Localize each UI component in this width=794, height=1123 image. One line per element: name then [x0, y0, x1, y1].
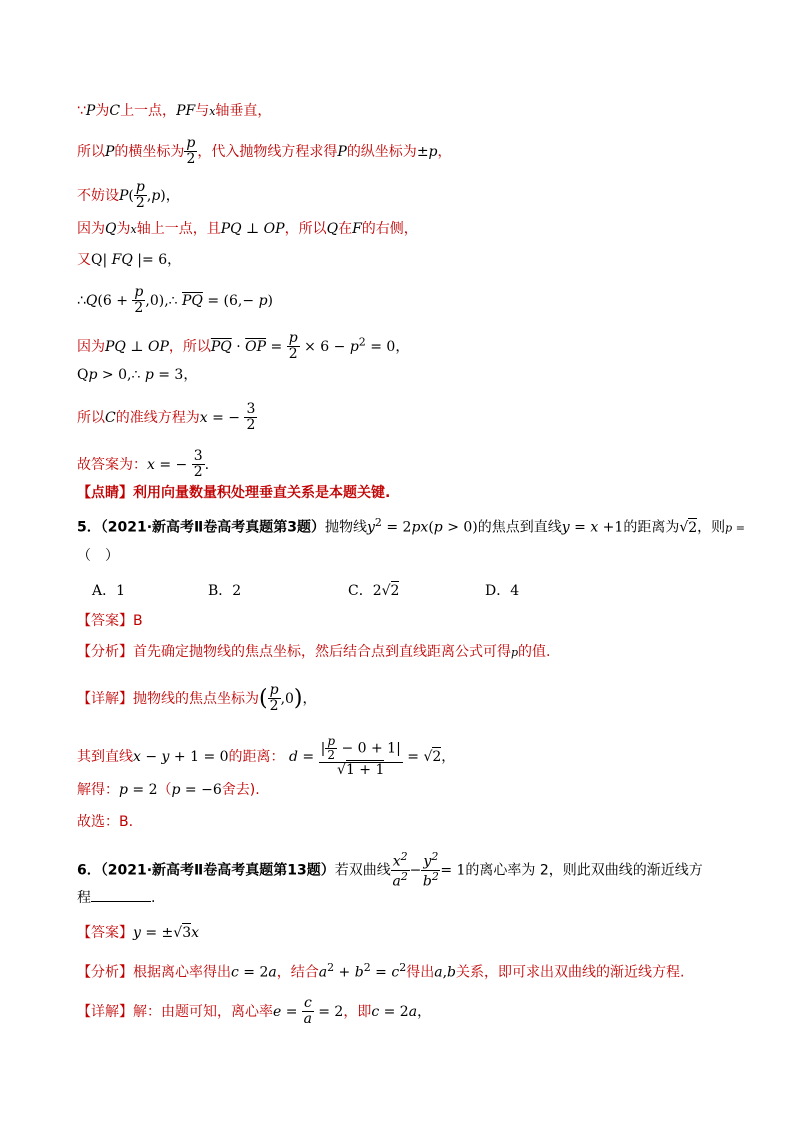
- question-source: （2021·新高考Ⅱ卷高考真题第13题）: [100, 862, 335, 879]
- q4-line-1: [77, 104, 271, 118]
- q4-line-8: Qp > 0,∴ p = 3，: [77, 367, 198, 383]
- frac-x2-a2: $\frac{x^2}{a^2}$: [392, 850, 408, 890]
- text: 得出: [406, 964, 435, 981]
- math-x: x: [130, 223, 137, 236]
- text: ，: [417, 1003, 432, 1020]
- tag: 【详解】: [77, 690, 133, 707]
- math-pm-p: ±p: [416, 143, 438, 160]
- text: .: [151, 890, 156, 906]
- tag: 【详解】: [77, 1003, 133, 1020]
- frac-3-over-2: $\frac{3}{2}$: [193, 448, 203, 481]
- q4-dianjing: [77, 486, 390, 500]
- tag: 【分析】: [77, 644, 133, 660]
- therefore-symbol: ∴: [77, 292, 86, 309]
- text: 解：由题可知，离心率: [133, 1003, 273, 1020]
- q5-option-b: B．2: [208, 583, 242, 599]
- text: 的值.: [518, 644, 551, 660]
- text: 故选：B.: [77, 814, 134, 830]
- frac-3-over-2: $\frac{3}{2}$: [246, 401, 256, 434]
- because-symbol: ∵: [77, 103, 86, 119]
- text: 因为: [77, 338, 105, 355]
- q4-line-5: 又Q| FQ |= 6，: [77, 252, 182, 268]
- math-C: C: [109, 103, 121, 119]
- math-Q: Q: [326, 221, 339, 237]
- text: 故答案为：: [77, 456, 147, 473]
- text: 的距离：: [228, 748, 285, 765]
- math-P: P: [337, 143, 347, 160]
- text: ，则: [697, 519, 726, 536]
- q5-distance: 其到直线x − y + 1 = 0的距离： d = | $\frac{p}{2}$ − 0 + 1| √1 + 1 = √2，: [77, 734, 456, 779]
- text: 抛物线: [325, 519, 367, 536]
- q6-stem-line-2: [77, 889, 155, 905]
- frac-y2-b2: $\frac{y^2}{b^2}$: [422, 850, 439, 890]
- text: 的横坐标为: [114, 143, 185, 160]
- text: 的离心率为 2，则此双曲线的渐近线方: [465, 862, 703, 879]
- text: ，所以: [284, 221, 327, 237]
- math-F: F: [352, 221, 362, 237]
- text: ，所以: [168, 338, 211, 355]
- text: 在: [338, 221, 353, 237]
- text: 舍去).: [221, 782, 260, 798]
- text: 根据离心率得出: [133, 964, 231, 981]
- question-source: （2021·新高考Ⅱ卷高考真题第3题）: [100, 519, 325, 536]
- text: 其到直线: [77, 748, 133, 765]
- q6-stem: 6．（2021·新高考Ⅱ卷高考真题第13题）若双曲线 $\frac{x^2}{a^2}$ − $\frac{y^2}{b^2}$ = 1的离心率为 2，则此双曲线的渐近线方: [77, 850, 703, 890]
- text: 解得：: [77, 782, 119, 798]
- q4-line-2: [77, 136, 452, 168]
- q5-bracket: [77, 549, 119, 563]
- text: 为: [116, 221, 131, 237]
- text: 上一点，: [120, 103, 177, 119]
- text: 轴垂直，: [215, 103, 272, 119]
- text: 的焦点到直线: [477, 519, 562, 536]
- text: 又: [77, 252, 91, 268]
- text: ，即: [343, 1003, 372, 1020]
- text: 程: [77, 890, 91, 906]
- q5-option-d: D．4: [485, 583, 520, 599]
- q5-option-c: C．2√2: [348, 583, 400, 599]
- q5-analysis: 【分析】首先确定抛物线的焦点坐标，然后结合点到直线距离公式可得p的值.: [77, 644, 551, 660]
- text: 若双曲线: [334, 862, 391, 879]
- text: 的右侧，: [361, 221, 418, 237]
- frac-p-over-2: $\frac{p}{2}$: [288, 330, 298, 363]
- q6-detail: 【详解】解：由题可知，离心率e = $\frac{c}{a}$ = 2，即c = 2a，: [77, 995, 432, 1028]
- text: 不妨设: [77, 187, 119, 204]
- math-PF: PF: [176, 103, 196, 119]
- q4-line-10: 故答案为：x = − $\frac{3}{2}$ .: [77, 448, 210, 481]
- math-P: P: [85, 103, 96, 119]
- text: （: [157, 782, 172, 798]
- answer-value: B: [133, 613, 143, 629]
- text: 与: [195, 103, 210, 119]
- tag: 【分析】: [77, 964, 133, 981]
- text: ，: [302, 690, 317, 707]
- q4-line-4: [77, 222, 418, 236]
- q6-answer: 【答案】y = ±√3x: [77, 925, 200, 941]
- question-number: 5．: [77, 519, 101, 536]
- text: ，结合: [276, 964, 319, 981]
- text: ，代入抛物线方程求得: [197, 143, 338, 160]
- text: ，: [437, 143, 452, 160]
- text: 因为: [77, 221, 105, 237]
- q5-detail: 【详解】抛物线的焦点坐标为( $\frac{p}{2}$ ,0)，: [77, 682, 317, 715]
- option-label: C．: [348, 583, 373, 599]
- q5-answer: [77, 614, 143, 628]
- text: 为: [95, 103, 110, 119]
- text: 关系，即可求出双曲线的渐近线方程.: [455, 964, 685, 981]
- q4-line-9: 所以C的准线方程为x = − $\frac{3}{2}$: [77, 401, 256, 434]
- frac-p-over-2: $\frac{p}{2}$: [134, 284, 144, 317]
- frac-distance: | $\frac{p}{2}$ − 0 + 1| √1 + 1: [320, 734, 401, 779]
- tag: 【答案】: [77, 613, 133, 629]
- q5-solve: 解得：p = 2（p = −6舍去).: [77, 782, 260, 798]
- math-P: P: [119, 187, 129, 204]
- q5-option-a: A．1: [92, 583, 126, 599]
- math-P: P: [105, 143, 115, 160]
- question-number: 6．: [77, 862, 101, 879]
- text: 所以: [77, 409, 105, 426]
- text: 利用向量数量积处理垂直关系是本题关键.: [133, 485, 391, 501]
- q4-line-7: 因为PQ ⊥ OP，所以$\overline{PQ} \cdot \overline{OP}$ = $\frac{p}{2}$ × $6 - p^2 = 0$，: [77, 330, 410, 363]
- text: 首先确定抛物线的焦点坐标，然后结合点到直线距离公式可得: [133, 644, 511, 660]
- text: 抛物线的焦点坐标为: [133, 690, 259, 707]
- text: 的准线方程为: [115, 409, 200, 426]
- frac-p-over-2: $\frac{p}{2}$: [135, 179, 145, 212]
- q5-stem: 5．（2021·新高考Ⅱ卷高考真题第3题）抛物线$y^2 = 2px(p > 0)$的焦点到直线y = x +1的距离为√2，则p =: [77, 516, 745, 536]
- frac-p-over-2: $\frac{p}{2}$: [269, 682, 279, 715]
- text: 轴上一点，且: [136, 221, 221, 237]
- answer-bracket: （ ）: [77, 548, 119, 564]
- q4-line-6: ∴Q(6 + $\frac{p}{2}$ ,0),∴ $\overline{PQ} = (6,- p)$: [77, 284, 273, 317]
- answer-blank: [91, 889, 151, 902]
- math-Q: Q: [105, 221, 117, 237]
- math-x: x: [209, 105, 216, 118]
- frac-c-over-a: $\frac{c}{a}$: [303, 995, 313, 1028]
- tag: 【答案】: [77, 925, 133, 941]
- math-pq-perp-op: PQ ⊥ OP: [220, 221, 285, 237]
- tag: 【点睛】: [77, 485, 133, 501]
- q4-line-3: 不妨设P( $\frac{p}{2}$ ,p)，: [77, 179, 180, 212]
- frac-p-over-2: $\frac{p}{2}$: [186, 135, 196, 168]
- q6-analysis: 【分析】根据离心率得出c = 2a，结合$a^2 + b^2 = c^2$得出a,b关系，即可求出双曲线的渐近线方程.: [77, 961, 685, 981]
- q5-choose: [77, 815, 133, 829]
- text: 的纵坐标为: [346, 143, 417, 160]
- text: 所以: [77, 143, 105, 160]
- text: 的距离为: [623, 519, 680, 536]
